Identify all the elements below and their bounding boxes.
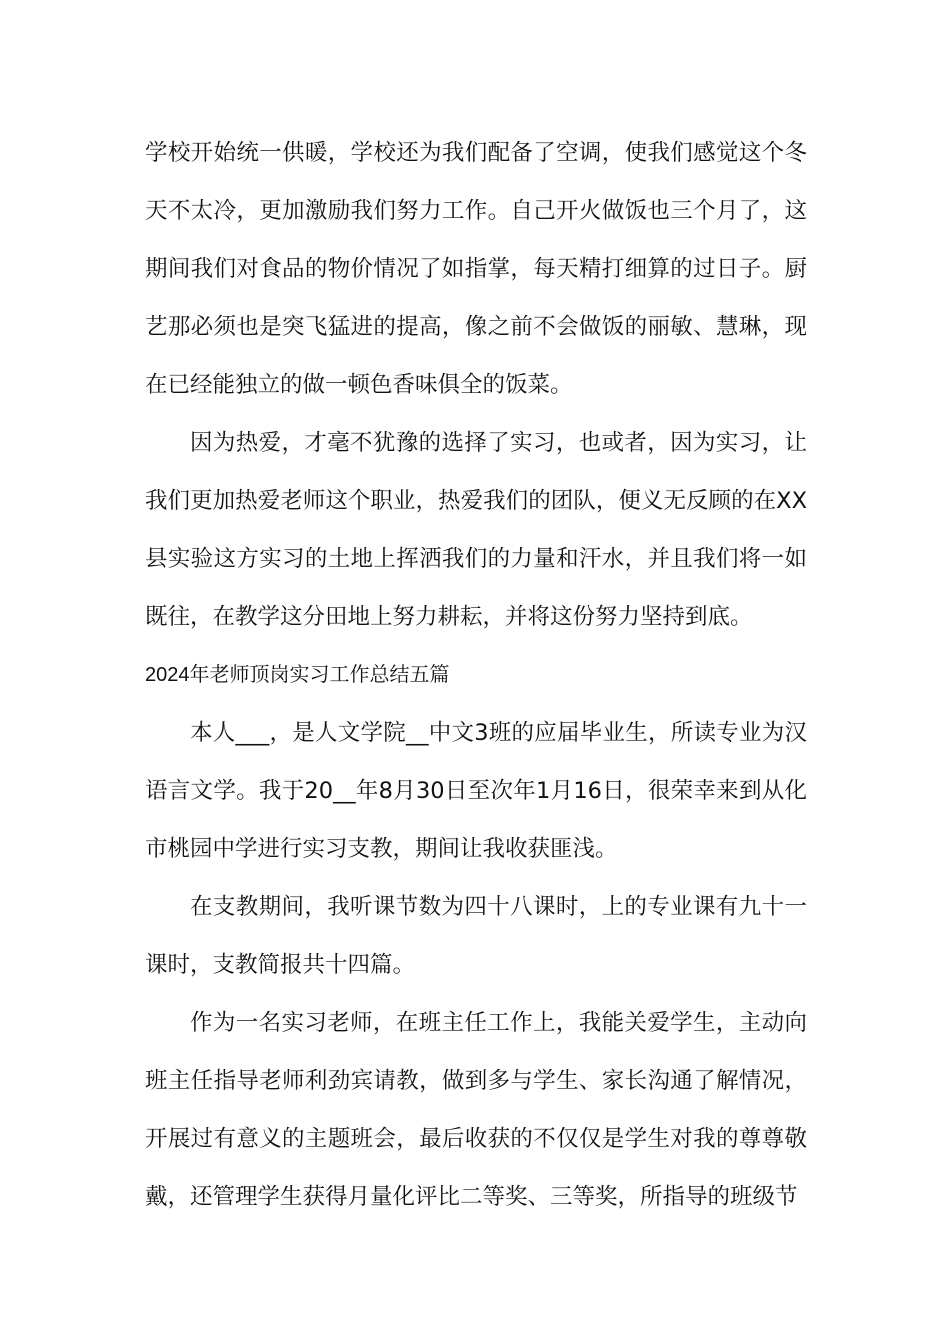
document-body bbox=[145, 124, 807, 1226]
paragraph-love-for-internship: 因为热爱，才毫不犹豫的选择了实习，也或者，因为实习，让我们更加热爱老师这个职业，热爱我们的团队，便义无反顾的在XX县实验这方实习的土地上挥洒我们的力量和汗水，并且我们将一如既往，在教学这分田地上努力耕耘，并将这份努力坚持到底。 bbox=[145, 430, 807, 630]
paragraph-teaching-statistics: 在支教期间，我听课节数为四十八课时，上的专业课有九十一课时，支教简报共十四篇。 bbox=[145, 894, 807, 978]
paragraph-heating-and-cooking: 学校开始统一供暖，学校还为我们配备了空调，使我们感觉这个冬天不太冷，更加激励我们努力工作。自己开火做饭也三个月了，这期间我们对食品的物价情况了如指掌，每天精打细算的过日子。厨艺那必须也是突飞猛进的提高，像之前不会做饭的丽敏、慧琳，现在已经能独立的做一顿色香味俱全的饭菜。 bbox=[145, 140, 807, 398]
paragraph-self-introduction: 本人___，是人文学院__中文3班的应届毕业生，所读专业为汉语言文学。我于20__年8月30日至次年1月16日，很荣幸来到从化市桃园中学进行实习支教，期间让我收获匪浅。 bbox=[145, 720, 807, 862]
section-heading: 2024年老师顶岗实习工作总结五篇 bbox=[145, 664, 450, 686]
paragraph-class-teacher-work: 作为一名实习老师，在班主任工作上，我能关爱学生，主动向班主任指导老师利劲宾请教，做到多与学生、家长沟通了解情况，开展过有意义的主题班会，最后收获的不仅仅是学生对我的尊尊敬戴，还管理学生获得月量化评比二等奖、三等奖，所指导的班级节 bbox=[145, 1010, 807, 1210]
